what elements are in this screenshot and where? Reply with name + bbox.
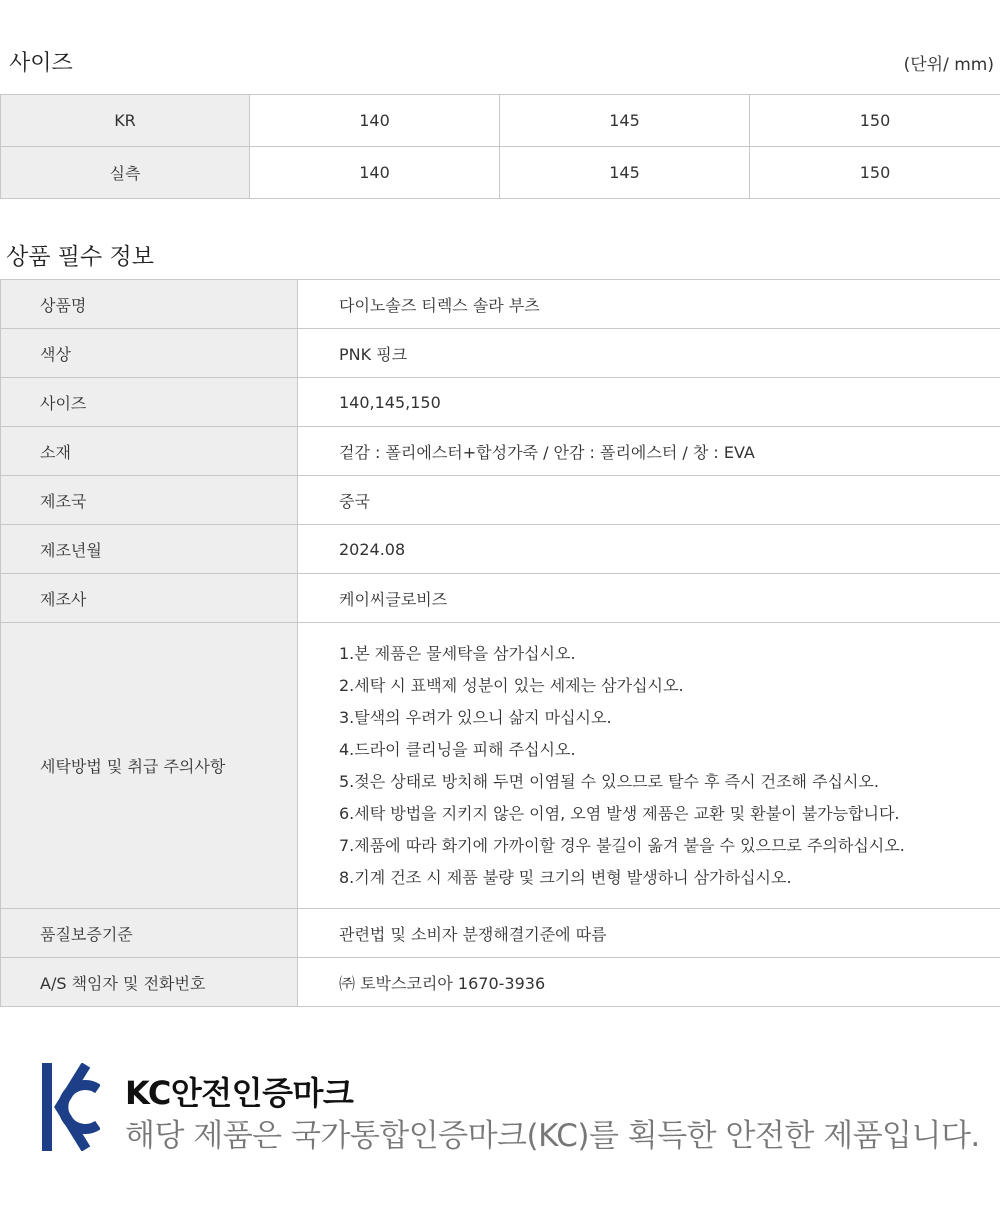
size-unit-label: (단위/ mm) [903, 55, 994, 75]
care-instructions-list [339, 638, 1000, 894]
kc-title: KC안전인증마크 [125, 1074, 354, 1112]
info-row-manufacture-date [1, 525, 1000, 574]
product-info-table [0, 279, 1000, 1007]
info-label: A/S 책임자 및 전화번호 [1, 958, 298, 1007]
info-value: 겉감 : 폴리에스터+합성가죽 / 안감 : 폴리에스터 / 창 : EVA [298, 427, 1000, 476]
size-value: 140 [250, 147, 500, 199]
care-instruction-item: 4.드라이 클리닝을 피해 주십시오. [339, 739, 576, 759]
info-value: 중국 [298, 476, 1000, 525]
size-value: 145 [500, 147, 750, 199]
size-value: 150 [750, 147, 1000, 199]
care-instruction-item: 6.세탁 방법을 지키지 않은 이염, 오염 발생 제품은 교환 및 환불이 불가능합니다. [339, 803, 900, 823]
info-value: 관련법 및 소비자 분쟁해결기준에 따름 [298, 909, 1000, 958]
info-label: 상품명 [1, 280, 298, 329]
info-row-material [1, 427, 1000, 476]
info-value: 다이노솔즈 티렉스 솔라 부츠 [298, 280, 1000, 329]
info-row-product-name [1, 280, 1000, 329]
info-label: 제조년월 [1, 525, 298, 574]
info-label: 제조국 [1, 476, 298, 525]
care-instruction-item: 5.젖은 상태로 방치해 두면 이염될 수 있으므로 탈수 후 즉시 건조해 주십시오. [339, 771, 879, 791]
info-value: 140,145,150 [298, 378, 1000, 427]
size-section-title: 사이즈 [9, 51, 73, 76]
size-section-header [0, 44, 1000, 80]
size-value: 145 [500, 95, 750, 147]
info-value: 2024.08 [298, 525, 1000, 574]
size-table [0, 94, 1000, 199]
size-row-measured [1, 147, 1000, 199]
info-label: 색상 [1, 329, 298, 378]
info-section-title: 상품 필수 정보 [6, 244, 154, 270]
info-row-care [1, 623, 1000, 909]
info-label: 세탁방법 및 취급 주의사항 [1, 623, 298, 909]
kc-description: 해당 제품은 국가통합인증마크(KC)를 획득한 안전한 제품입니다. [125, 1118, 980, 1154]
info-row-as-contact [1, 958, 1000, 1007]
size-row-label: KR [1, 95, 250, 147]
care-instruction-item: 8.기계 건조 시 제품 불량 및 크기의 변형 발생하니 삼가하십시오. [339, 867, 792, 887]
care-instruction-item: 7.제품에 따라 화기에 가까이할 경우 불길이 옮겨 붙을 수 있으므로 주의하십시오. [339, 835, 905, 855]
kc-mark-icon [42, 1063, 100, 1151]
care-instruction-item: 2.세탁 시 표백제 성분이 있는 세제는 삼가십시오. [339, 675, 684, 695]
size-row-kr [1, 95, 1000, 147]
info-value: ㈜ 토박스코리아 1670-3936 [298, 958, 1000, 1007]
info-label: 품질보증기준 [1, 909, 298, 958]
info-row-quality [1, 909, 1000, 958]
info-value: PNK 핑크 [298, 329, 1000, 378]
info-value: 케이씨글로비즈 [298, 574, 1000, 623]
info-row-size [1, 378, 1000, 427]
info-row-manufacturer [1, 574, 1000, 623]
size-value: 150 [750, 95, 1000, 147]
size-row-label: 실측 [1, 147, 250, 199]
info-label: 제조사 [1, 574, 298, 623]
info-row-color [1, 329, 1000, 378]
care-instruction-item: 1.본 제품은 물세탁을 삼가십시오. [339, 643, 576, 663]
info-label: 소재 [1, 427, 298, 476]
care-instruction-item: 3.탈색의 우려가 있으니 삶지 마십시오. [339, 707, 612, 727]
care-instructions-cell [298, 623, 1000, 909]
info-label: 사이즈 [1, 378, 298, 427]
info-row-country [1, 476, 1000, 525]
size-value: 140 [250, 95, 500, 147]
